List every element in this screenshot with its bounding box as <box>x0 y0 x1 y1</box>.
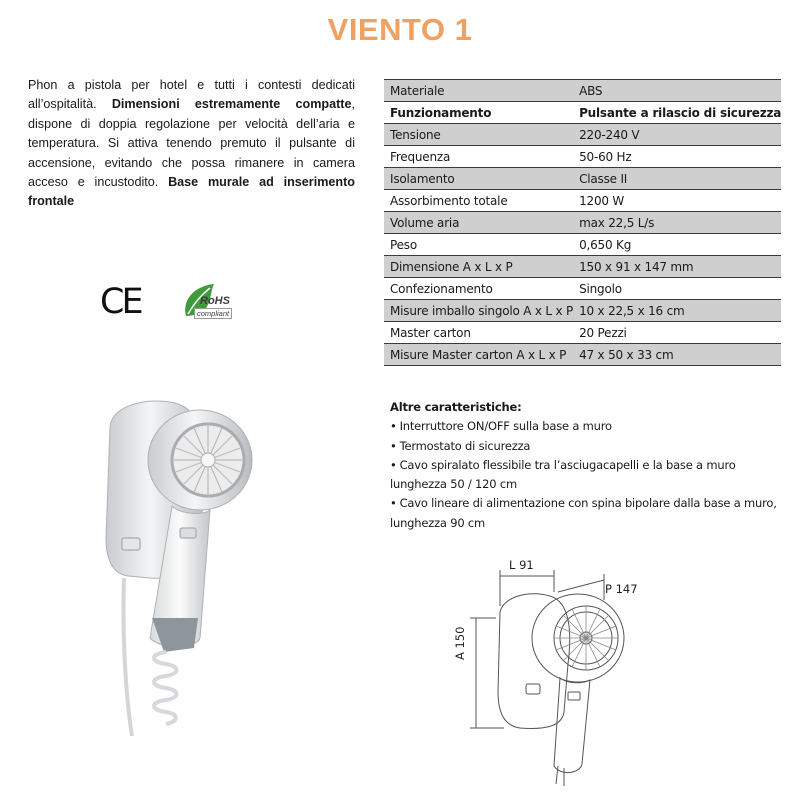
spec-value: 220-240 V <box>573 124 781 146</box>
spec-row <box>384 344 781 366</box>
hair-dryer-photo <box>80 398 260 738</box>
spec-label: Frequenza <box>384 146 573 168</box>
other-features <box>390 398 780 533</box>
spec-value: Singolo <box>573 278 781 300</box>
spec-value: ABS <box>573 80 781 102</box>
feature-item: • Cavo spiralato flessibile tra l’asciugacapelli e la base a muro lunghezza 50 / 120 cm <box>390 456 780 495</box>
spec-label: Assorbimento totale <box>384 190 573 212</box>
spec-label: Dimensione A x L x P <box>384 256 573 278</box>
spec-value: Pulsante a rilascio di sicurezza <box>573 102 781 124</box>
spec-value: 150 x 91 x 147 mm <box>573 256 781 278</box>
feature-item: • Cavo lineare di alimentazione con spina bipolare dalla base a muro, lunghezza 90 cm <box>390 494 780 533</box>
spec-label: Funzionamento <box>384 102 573 124</box>
ce-mark-logo: CE <box>100 282 141 322</box>
other-features-title: Altre caratteristiche: <box>390 400 522 414</box>
spec-value: 1200 W <box>573 190 781 212</box>
spec-label: Volume aria <box>384 212 573 234</box>
spec-row <box>384 168 781 190</box>
spec-row <box>384 256 781 278</box>
spec-label: Tensione <box>384 124 573 146</box>
spec-row <box>384 190 781 212</box>
dimension-label-a: A 150 <box>453 626 467 660</box>
other-features-list <box>390 417 780 533</box>
spec-value: 0,650 Kg <box>573 234 781 256</box>
spec-row <box>384 146 781 168</box>
spec-label: Master carton <box>384 322 573 344</box>
spec-row <box>384 278 781 300</box>
feature-item: • Termostato di sicurezza <box>390 437 780 456</box>
spec-value: 20 Pezzi <box>573 322 781 344</box>
feature-item: • Interruttore ON/OFF sulla base a muro <box>390 417 780 436</box>
spec-row <box>384 322 781 344</box>
spec-label: Misure Master carton A x L x P <box>384 344 573 366</box>
spec-row <box>384 234 781 256</box>
spec-value: max 22,5 L/s <box>573 212 781 234</box>
description-highlight-1: Dimensioni estremamente compatte <box>111 97 352 112</box>
spec-row <box>384 80 781 102</box>
description-highlight-2: Base murale ad inserimento frontale <box>28 175 355 209</box>
spec-label: Confezionamento <box>384 278 573 300</box>
rohs-text: RoHS <box>200 295 230 307</box>
spec-row <box>384 124 781 146</box>
spec-table <box>384 79 781 366</box>
spec-row <box>384 300 781 322</box>
spec-row <box>384 212 781 234</box>
spec-value: Classe II <box>573 168 781 190</box>
rohs-compliant-logo <box>180 282 244 322</box>
spec-label: Peso <box>384 234 573 256</box>
spec-value: 10 x 22,5 x 16 cm <box>573 300 781 322</box>
spec-label: Materiale <box>384 80 573 102</box>
product-description <box>28 76 355 212</box>
dimension-label-l: L 91 <box>509 558 534 572</box>
spec-label: Misure imballo singolo A x L x P <box>384 300 573 322</box>
description-text-1: Phon a pistola per hotel e tutti i contesti dedicati all’ospitalità. <box>28 78 355 112</box>
spec-label: Isolamento <box>384 168 573 190</box>
dimension-label-p: P 147 <box>605 582 638 596</box>
spec-row <box>384 102 781 124</box>
spec-value: 47 x 50 x 33 cm <box>573 344 781 366</box>
rohs-subtext: compliant <box>194 308 232 319</box>
spec-value: 50-60 Hz <box>573 146 781 168</box>
description-text-2: , dispone di doppia regolazione per velocità dell’aria e temperatura. Si attiva tenendo premuto il pulsante di accensione, evitando che possa rimanere in camera acceso e incustodito. <box>28 97 355 190</box>
product-title: VIENTO 1 <box>327 12 473 47</box>
